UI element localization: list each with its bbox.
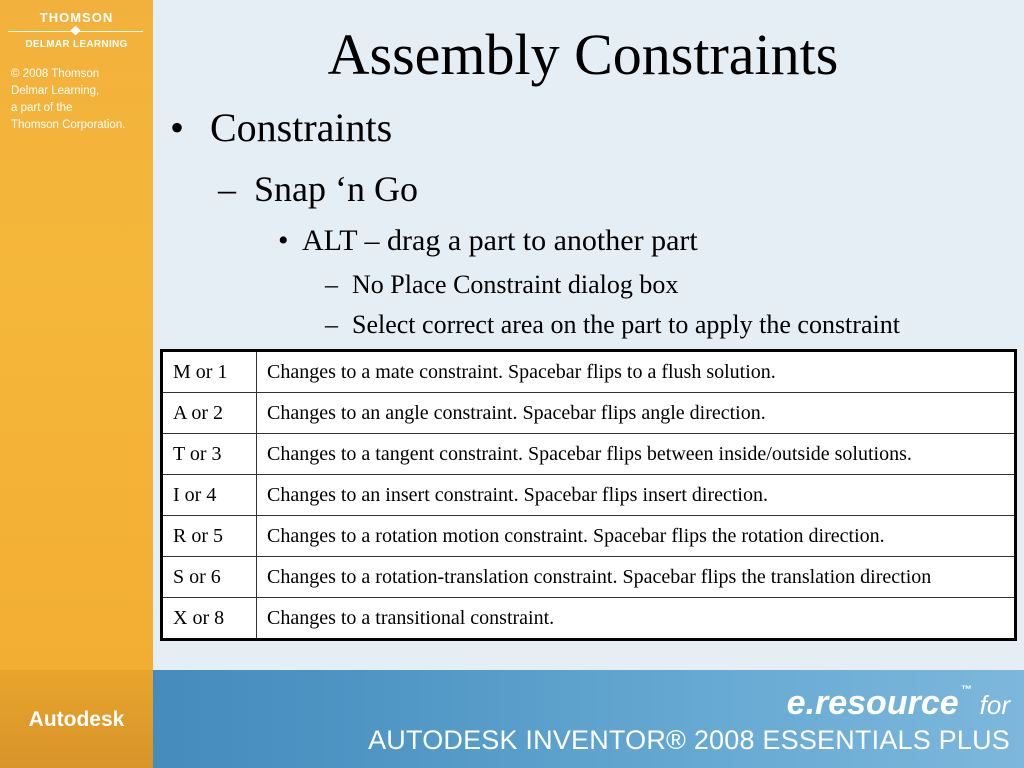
copyright-line: © 2008 Thomson: [11, 68, 100, 80]
shortcut-key-cell: R or 5: [162, 516, 257, 557]
shortcut-key-cell: I or 4: [162, 475, 257, 516]
description-cell: Changes to an angle constraint. Spacebar flips angle direction.: [257, 393, 1016, 434]
bullet-level1: [170, 104, 392, 151]
bullet-marker: •: [278, 224, 289, 257]
thomson-logo-text: THOMSON: [39, 10, 114, 25]
slide-title: Assembly Constraints: [327, 22, 839, 87]
product-name: AUTODESK INVENTOR® 2008 ESSENTIALS PLUS: [368, 725, 1010, 755]
shortcut-key-cell: T or 3: [162, 434, 257, 475]
table-row: [162, 393, 1016, 434]
description-cell: Changes to a rotation motion constraint. Spacebar flips the rotation direction.: [257, 516, 1016, 557]
autodesk-tile: [0, 670, 153, 768]
description-cell: Changes to a tangent constraint. Spacebar flips between inside/outside solutions.: [257, 434, 1016, 475]
eresource-for-text: for: [979, 690, 1010, 720]
copyright-line: Delmar Learning,: [11, 85, 100, 97]
logo-diamond-icon: [71, 26, 81, 36]
bullet-text: Constraints: [210, 105, 393, 150]
bullet-marker: –: [325, 270, 338, 299]
copyright-line: Thomson Corporation.: [11, 119, 126, 131]
sidebar: [0, 0, 153, 670]
copyright-notice: [11, 66, 151, 134]
bullet-marker: –: [218, 169, 236, 209]
bullet-level4: [325, 310, 900, 340]
shortcut-key-cell: M or 1: [162, 351, 257, 393]
bullet-text: Snap ‘n Go: [254, 169, 418, 209]
table-row: [162, 434, 1016, 475]
footer-banner: [0, 670, 1024, 768]
description-cell: Changes to a rotation-translation constraint. Spacebar flips the translation direction: [257, 557, 1016, 598]
shortcut-key-cell: A or 2: [162, 393, 257, 434]
bullet-level3: [278, 224, 698, 258]
bullet-level4: [325, 270, 678, 300]
constraint-shortcut-table: [160, 349, 1017, 641]
table-row: [162, 475, 1016, 516]
bullet-marker: –: [325, 310, 338, 339]
bullet-text: ALT – drag a part to another part: [302, 224, 698, 257]
eresource-logo: [787, 684, 1010, 723]
description-cell: Changes to an insert constraint. Spacebar flips insert direction.: [257, 475, 1016, 516]
table-row: [162, 598, 1016, 640]
bullet-marker: •: [170, 105, 185, 150]
table-row: [162, 557, 1016, 598]
delmar-logo-text: DELMAR LEARNING: [25, 39, 128, 50]
table-row: [162, 351, 1016, 393]
shortcut-key-cell: X or 8: [162, 598, 257, 640]
description-cell: Changes to a transitional constraint.: [257, 598, 1016, 640]
bullet-text: Select correct area on the part to apply the constraint: [352, 310, 900, 339]
shortcut-key-cell: S or 6: [162, 557, 257, 598]
table-row: [162, 516, 1016, 557]
eresource-text: e.resource: [786, 684, 959, 722]
bullet-text: No Place Constraint dialog box: [352, 270, 679, 299]
copyright-line: a part of the: [11, 102, 73, 114]
trademark-mark: ™: [960, 684, 972, 696]
description-cell: Changes to a mate constraint. Spacebar flips to a flush solution.: [257, 351, 1016, 393]
autodesk-logo-text: Autodesk: [28, 708, 125, 731]
bullet-level2: [218, 168, 418, 210]
